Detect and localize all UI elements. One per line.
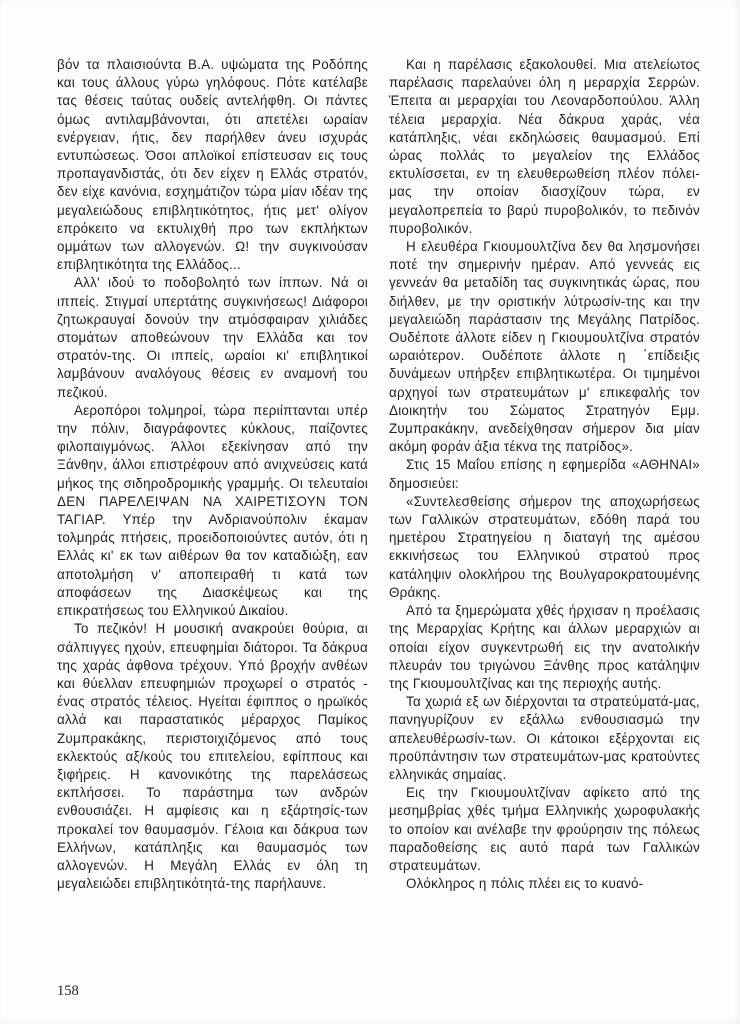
body-paragraph: Η ελευθέρα Γκιουμουλτζίνα δεν θα λησμονήσει ποτέ την σημερινήν ημέραν. Από γεννεάς εις γεννεάν θα μεταδίδη τας συγκινητικάς ώρας, που διήλθεν, με την οριστικήν λύτρωσίν-της και την μεγαλειώδη παράστασιν της Μεγάλης Πατρίδος. Ουδέποτε άλλοτε είδεν η Γκιουμουλτζίνα στρατόν ωραιότερον. Ουδέποτε άλλοτε η ΄επίδειξις δυνάμεων υπήρξεν επιβλητικωτέρα. Οι τιμημένοι αρχηγοί των στρατευμάτων μ' επικεφαλής τον Διοικητήν του Σώματος Στρατηγόν Εμμ. Ζυμπρακάκην, ανεδείχθησαν σήμερον δια μίαν ακόμη φοράν άξια τέκνα της πατρίδος». (389, 239, 700, 455)
body-paragraph: Τα χωριά εξ ων διέρχονται τα στρατεύματά-μας, πανηγυρίζουν εν εξάλλω ενθουσιασμώ την απελευθέρωσίν-των. Οι κάτοικοι εξέρχονται εις προϋπάντησιν των στρατευμάτων-μας κρατούντες ελληνικάς σημαίας. (389, 694, 700, 782)
body-paragraph: Αεροπόροι τολμηροί, τώρα περιίπτανται υπέρ την πόλιν, διαγράφοντες κύκλους, παίζοντες φιλοπαιγμόνως. Άλλοι εξεκίνησαν από την Ξάνθην, άλλοι επιστρέφουν από ανιχνεύσεις κατά μήκος της σιδηροδρομικής γραμμής. Οι τελευταίοι ΔΕΝ ΠΑΡΕΛΕΙΨΑΝ ΝΑ ΧΑΙΡΕΤΙΣΟΥΝ ΤΟΝ ΤΑΓΙΑΡ. Υπέρ την Ανδριανούπολιν έκαμαν τολμηράς πτήσεις, προειδοποιούντες αυτόν, ότι η Ελλάς κι' εκ των αιθέρων θα τον καταδιώξη, εαν αποτολμήση ν' αποπειραθή τι κατά των αποφάσεων της Διασκέψεως και της επικρατήσεως του Ελληνικού Δικαίου. (57, 402, 368, 619)
body-paragraph: Και η παρέλασις εξακολουθεί. Μια ατελείωτος παρέλασις παρελαύνει όλη η μεραρχία Σερρών. Έπειτα αι μεραρχίαι του Λεοναρδοπούλου. Άλλη τέλεια μεραρχία. Νέα δάκρυα χαράς, νέα κατάπληξις, νέαι εκδηλώσεις θαυμασμού. Επί ώρας πολλάς το μεγαλείον της Ελλάδος εκτυλίσσεται, εν τη ελευθερωθείση πλέον πόλει-μας την οποίαν διασχίζουν τώρα, εν μεγαλοπρεπεία το βαρύ πυροβολικόν, το πεδινόν πυροβολικόν. (389, 57, 700, 236)
body-paragraph: Εις την Γκιουμουλτζίναν αφίκετο από της μεσημβρίας χθές τμήμα Ελληνικής χωροφυλακής το οποίον και ανέλαβε την φρούρησιν της πόλεως παραδοθείσης εις αυτό παρά των Γαλλικών στρατευμάτων. (389, 785, 700, 873)
body-paragraph: Το πεζικόν! Η μουσική ανακρούει θούρια, αι σάλπιγγες ηχούν, επευφημίαι διάτοροι. Τα δάκρυα της χαράς άφθονα τρέχουν. Υπό βροχήν ανθέων και θύελλαν επευφημιών προχωρεί ο στρατός - ένας στρατός τέλειος. Ηγείται έφιππος ο ηρωϊκός αλλά και παραστατικός μέραρχος Παμίκος Ζυμπρακάκης, περιστοιχιζόμενος από τους εκλεκτούς αξ/κούς του επιτελείου, εφίππους και ξιφήρεις. Η κανονικότης της παρελάσεως εκπλήσσει. Το παράστημα των ανδρών ενθουσιάζει. Η αμφίεσις και η εξάρτησίς-των προκαλεί τον θαυμασμόν. Γέλοια και δάκρυα των Ελλήνων, κατάπληξις και θαυμασμός των αλλογενών. Η Μεγάλη Ελλάς εν όλη τη μεγαλειώδει επιβλητικότητά-της παρήλαυνε. (57, 621, 368, 892)
body-paragraph: Ολόκληρος η πόλις πλέει εις το κυανό- (406, 876, 644, 892)
page-number: 158 (57, 983, 79, 999)
body-paragraph: βόν τα πλαισιούντα Β.Α. υψώματα της Ροδόπης και τους άλλους γύρω γηλόφους. Πότε κατέλαβε τας θέσεις ταύτας ουδείς αντελήφθη. Οι πάντες όμως αντιλαμβάνονται, ότι απετέλει ωραίαν ενέργειαν, ήτις, δεν παρήλθεν άνευ ισχυράς εντυπώσεως. Όσοι απλοϊκοί επίστευσαν εις τους προπαγανδιστάς, ότι δεν είχεν η Ελλάς στρατόν, δεν είχε κανόνια, εσχημάτιζον τώρα μίαν ιδέαν της μεγαλειώδους επιβλητικότητος, ήτις μετ' ολίγον επρόκειτο να εκτυλιχθή προ των εκπλήκτων ομμάτων των αλλογενών. Ω! την συγκινούσαν επιβλητικότητα της Ελλάδος... (57, 57, 368, 273)
left-column (57, 56, 368, 893)
body-paragraph: «Συντελεσθείσης σήμερον της αποχωρήσεως των Γαλλικών στρατευμάτων, εδόθη παρά του ημετέρου Στρατηγείου η διαταγή της αμέσου εκκινήσεως του Ελληνικού στρατού προς κατάληψιν ολοκλήρου της Βουλγαροκρατουμένης Θράκης. (389, 493, 700, 600)
right-column (389, 56, 700, 893)
body-paragraph: Από τα ξημερώματα χθές ήρχισαν η προέλασις της Μεραρχίας Κρήτης και άλλων μεραρχιών αι οποίαι είχον συγκεντρωθή εις την ανατολικήν πλευράν του τριγώνου Ξάνθης προς κατάληψιν της Γκιουμουλτζίνας και της περιοχής αυτής. (389, 603, 700, 691)
two-column-text-block (57, 56, 700, 893)
body-paragraph: Αλλ' ιδού το ποδοβολητό των ίππων. Νά οι ιππείς. Στιγμαί υπερτάτης συγκινήσεως! Διάφοροι ζητωκραυγαί δονούν την ατμόσφαιραν χιλιάδες στομάτων αποθεώνουν την Ελλάδα και τον στρατόν-της. Οι ιππείς, ωραίοι κι' επιβλητικοί λαμβάνουν αναλόγους θέσεις εν αναμονή του πεζικού. (57, 275, 368, 400)
body-paragraph: Στις 15 Μαΐου επίσης η εφημερίδα «ΑΘΗΝΑΙ» δημοσιεύει: (389, 457, 700, 491)
